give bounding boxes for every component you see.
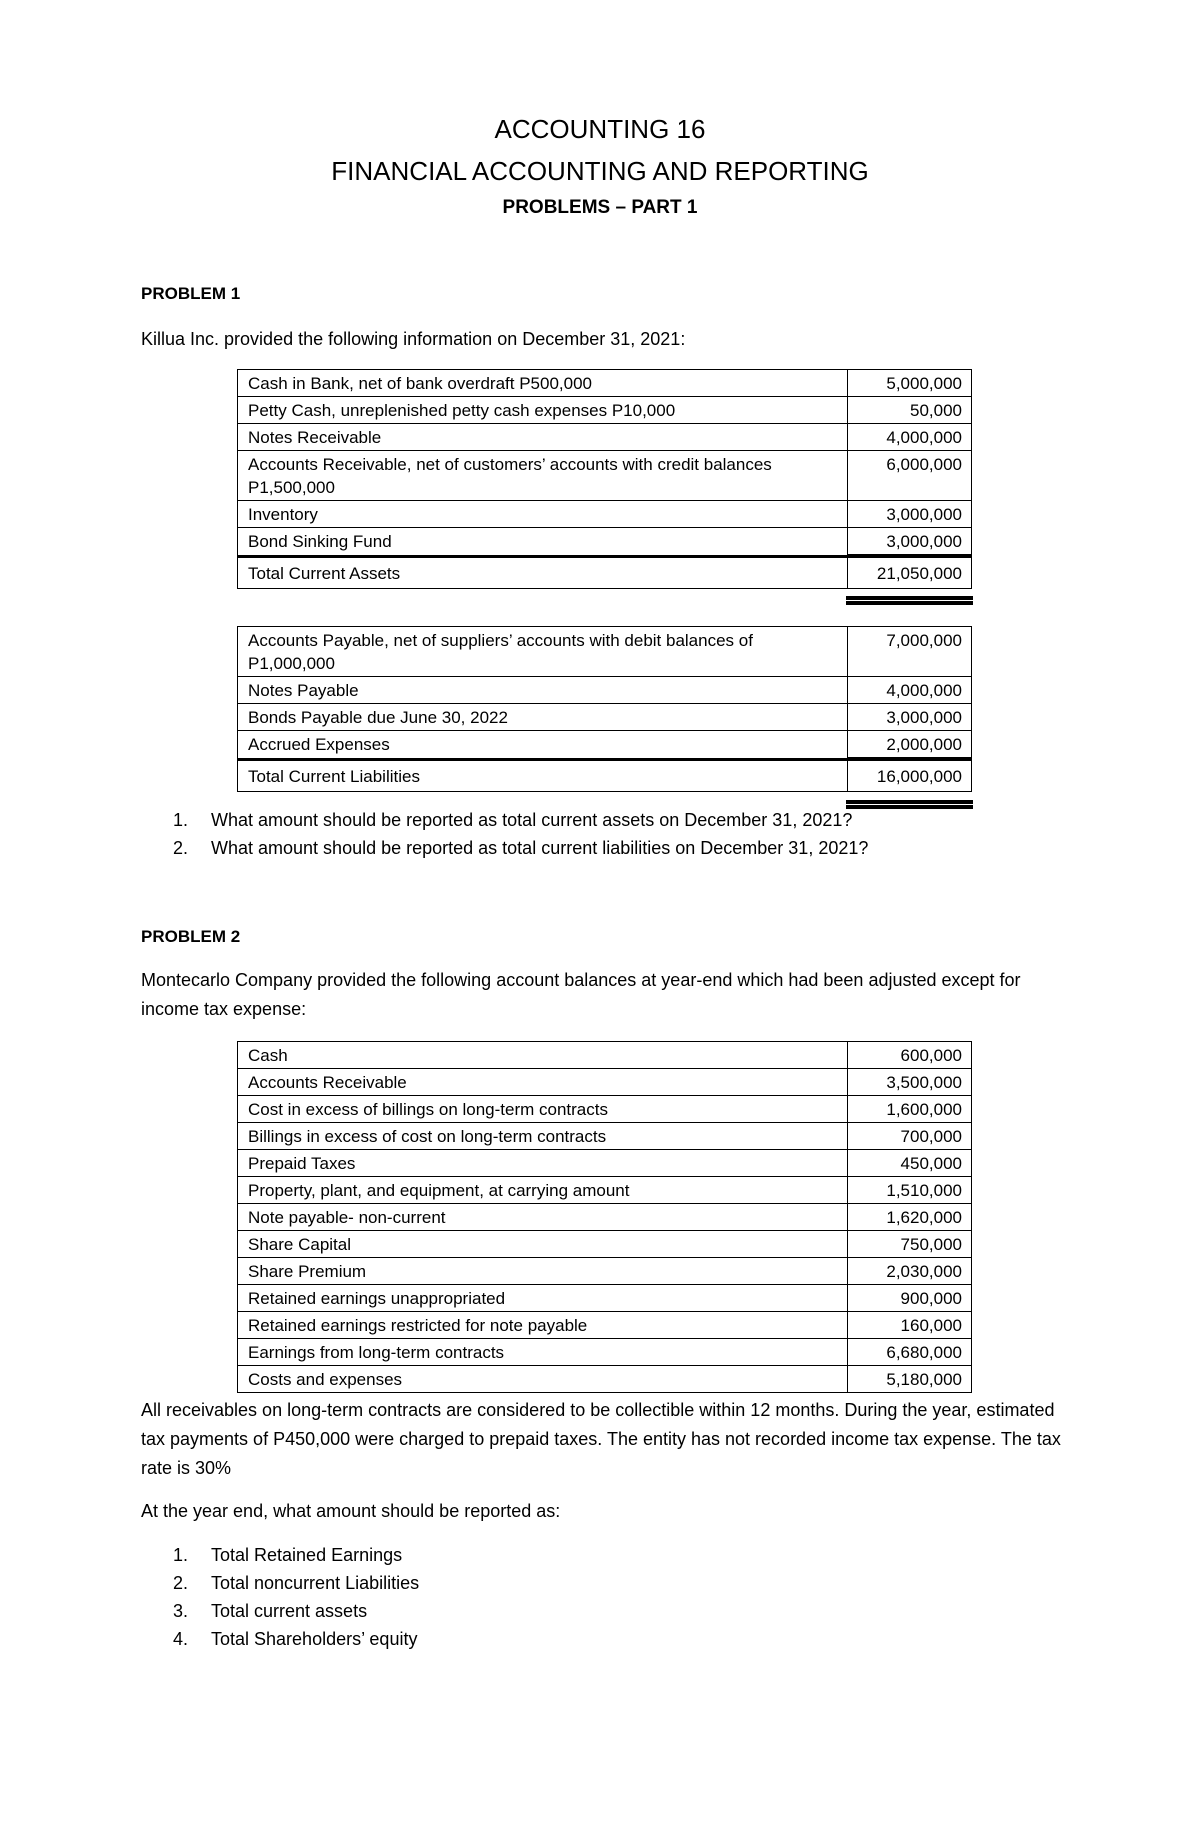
account-amount: 7,000,000 <box>848 627 972 677</box>
table-row <box>238 1366 972 1393</box>
problem2-prompt: At the year end, what amount should be reported as: <box>141 1501 561 1521</box>
table-row <box>238 1258 972 1285</box>
account-amount: 700,000 <box>848 1123 972 1150</box>
account-label: Cost in excess of billings on long-term contracts <box>238 1096 848 1123</box>
account-label: Bonds Payable due June 30, 2022 <box>238 704 848 731</box>
list-item <box>141 1569 419 1597</box>
table-row <box>238 1177 972 1204</box>
table-row <box>238 501 972 528</box>
problem2-intro: Montecarlo Company provided the following account balances at year-end which had been adjusted except for income tax expense: <box>141 970 1021 1019</box>
total-label: Total Current Liabilities <box>238 759 848 792</box>
table-row <box>238 677 972 704</box>
account-amount: 450,000 <box>848 1150 972 1177</box>
list-item <box>141 806 868 834</box>
account-amount: 3,000,000 <box>848 501 972 528</box>
question-text: Total Shareholders’ equity <box>211 1629 418 1649</box>
account-amount: 3,000,000 <box>848 528 972 557</box>
list-item <box>141 1625 419 1653</box>
subject-title: FINANCIAL ACCOUNTING AND REPORTING <box>331 156 869 186</box>
problem2-heading: PROBLEM 2 <box>141 927 241 946</box>
table-row <box>238 1042 972 1069</box>
problem1-intro: Killua Inc. provided the following information on December 31, 2021: <box>141 329 686 349</box>
problem2-note: All receivables on long-term contracts are considered to be collectible within 12 months. During the year, estimated tax payments of P450,000 were charged to prepaid taxes. The entity has not recorded income tax expense. The tax rate is 30% <box>141 1400 1061 1478</box>
account-amount: 600,000 <box>848 1042 972 1069</box>
question-number: 1. <box>173 810 189 830</box>
table-row <box>238 1150 972 1177</box>
course-title: ACCOUNTING 16 <box>494 114 706 144</box>
problem1-liabilities-table <box>237 626 972 792</box>
account-amount: 6,000,000 <box>848 451 972 501</box>
account-amount: 50,000 <box>848 397 972 424</box>
account-amount: 750,000 <box>848 1231 972 1258</box>
table-row <box>238 424 972 451</box>
total-row <box>238 556 972 589</box>
account-label: Property, plant, and equipment, at carrying amount <box>238 1177 848 1204</box>
account-label: Share Capital <box>238 1231 848 1258</box>
table-row <box>238 451 972 501</box>
question-number: 2. <box>173 1573 189 1593</box>
account-label: Cash <box>238 1042 848 1069</box>
account-label: Notes Payable <box>238 677 848 704</box>
account-label: Prepaid Taxes <box>238 1150 848 1177</box>
table-row <box>238 1231 972 1258</box>
account-label: Bond Sinking Fund <box>238 528 848 557</box>
table-row <box>238 397 972 424</box>
account-amount: 160,000 <box>848 1312 972 1339</box>
table-row <box>238 528 972 557</box>
table-row <box>238 1204 972 1231</box>
list-item <box>141 1541 419 1569</box>
account-label: Accounts Payable, net of suppliers’ accounts with debit balances of P1,000,000 <box>238 627 848 677</box>
account-label: Retained earnings restricted for note payable <box>238 1312 848 1339</box>
table-row <box>238 370 972 397</box>
list-item <box>141 834 868 862</box>
account-label: Inventory <box>238 501 848 528</box>
account-amount: 5,000,000 <box>848 370 972 397</box>
total-label: Total Current Assets <box>238 556 848 589</box>
account-amount: 6,680,000 <box>848 1339 972 1366</box>
table-row <box>238 731 972 760</box>
question-text: Total Retained Earnings <box>211 1545 403 1565</box>
question-number: 2. <box>173 838 189 858</box>
account-rows <box>238 1042 972 1393</box>
table-row <box>238 1096 972 1123</box>
account-label: Notes Receivable <box>238 424 848 451</box>
account-amount: 1,600,000 <box>848 1096 972 1123</box>
question-text: Total current assets <box>211 1601 368 1621</box>
table-row <box>238 1285 972 1312</box>
total-row <box>238 759 972 792</box>
account-amount: 3,500,000 <box>848 1069 972 1096</box>
account-label: Cash in Bank, net of bank overdraft P500,000 <box>238 370 848 397</box>
account-label: Share Premium <box>238 1258 848 1285</box>
double-underline <box>846 596 973 605</box>
liabilities-rows <box>238 627 972 792</box>
account-amount: 3,000,000 <box>848 704 972 731</box>
account-label: Earnings from long-term contracts <box>238 1339 848 1366</box>
total-amount: 16,000,000 <box>848 759 972 792</box>
account-label: Accounts Receivable <box>238 1069 848 1096</box>
problem2-accounts-table <box>237 1041 972 1393</box>
question-number: 4. <box>173 1629 189 1649</box>
question-number: 3. <box>173 1601 189 1621</box>
account-amount: 4,000,000 <box>848 677 972 704</box>
account-amount: 4,000,000 <box>848 424 972 451</box>
table-row <box>238 1069 972 1096</box>
account-label: Accounts Receivable, net of customers’ accounts with credit balances P1,500,000 <box>238 451 848 501</box>
account-amount: 5,180,000 <box>848 1366 972 1393</box>
account-amount: 2,030,000 <box>848 1258 972 1285</box>
table-row <box>238 1123 972 1150</box>
question-number: 1. <box>173 1545 189 1565</box>
list-item <box>141 1597 419 1625</box>
problem1-heading: PROBLEM 1 <box>141 284 241 303</box>
total-amount: 21,050,000 <box>848 556 972 589</box>
question-text: What amount should be reported as total current assets on December 31, 2021? <box>211 810 853 830</box>
table-row <box>238 704 972 731</box>
part-title: PROBLEMS – PART 1 <box>502 197 698 218</box>
account-amount: 900,000 <box>848 1285 972 1312</box>
problem1-assets-table <box>237 369 972 589</box>
account-amount: 1,620,000 <box>848 1204 972 1231</box>
table-row <box>238 627 972 677</box>
question-text: What amount should be reported as total current liabilities on December 31, 2021? <box>211 838 869 858</box>
account-amount: 1,510,000 <box>848 1177 972 1204</box>
account-label: Retained earnings unappropriated <box>238 1285 848 1312</box>
question-text: Total noncurrent Liabilities <box>211 1573 420 1593</box>
account-label: Note payable- non-current <box>238 1204 848 1231</box>
problem2-questions <box>141 1541 419 1653</box>
account-label: Accrued Expenses <box>238 731 848 760</box>
account-label: Costs and expenses <box>238 1366 848 1393</box>
table-row <box>238 1312 972 1339</box>
account-amount: 2,000,000 <box>848 731 972 760</box>
account-label: Petty Cash, unreplenished petty cash expenses P10,000 <box>238 397 848 424</box>
problem1-questions <box>141 806 868 862</box>
table-row <box>238 1339 972 1366</box>
account-label: Billings in excess of cost on long-term contracts <box>238 1123 848 1150</box>
assets-rows <box>238 370 972 589</box>
